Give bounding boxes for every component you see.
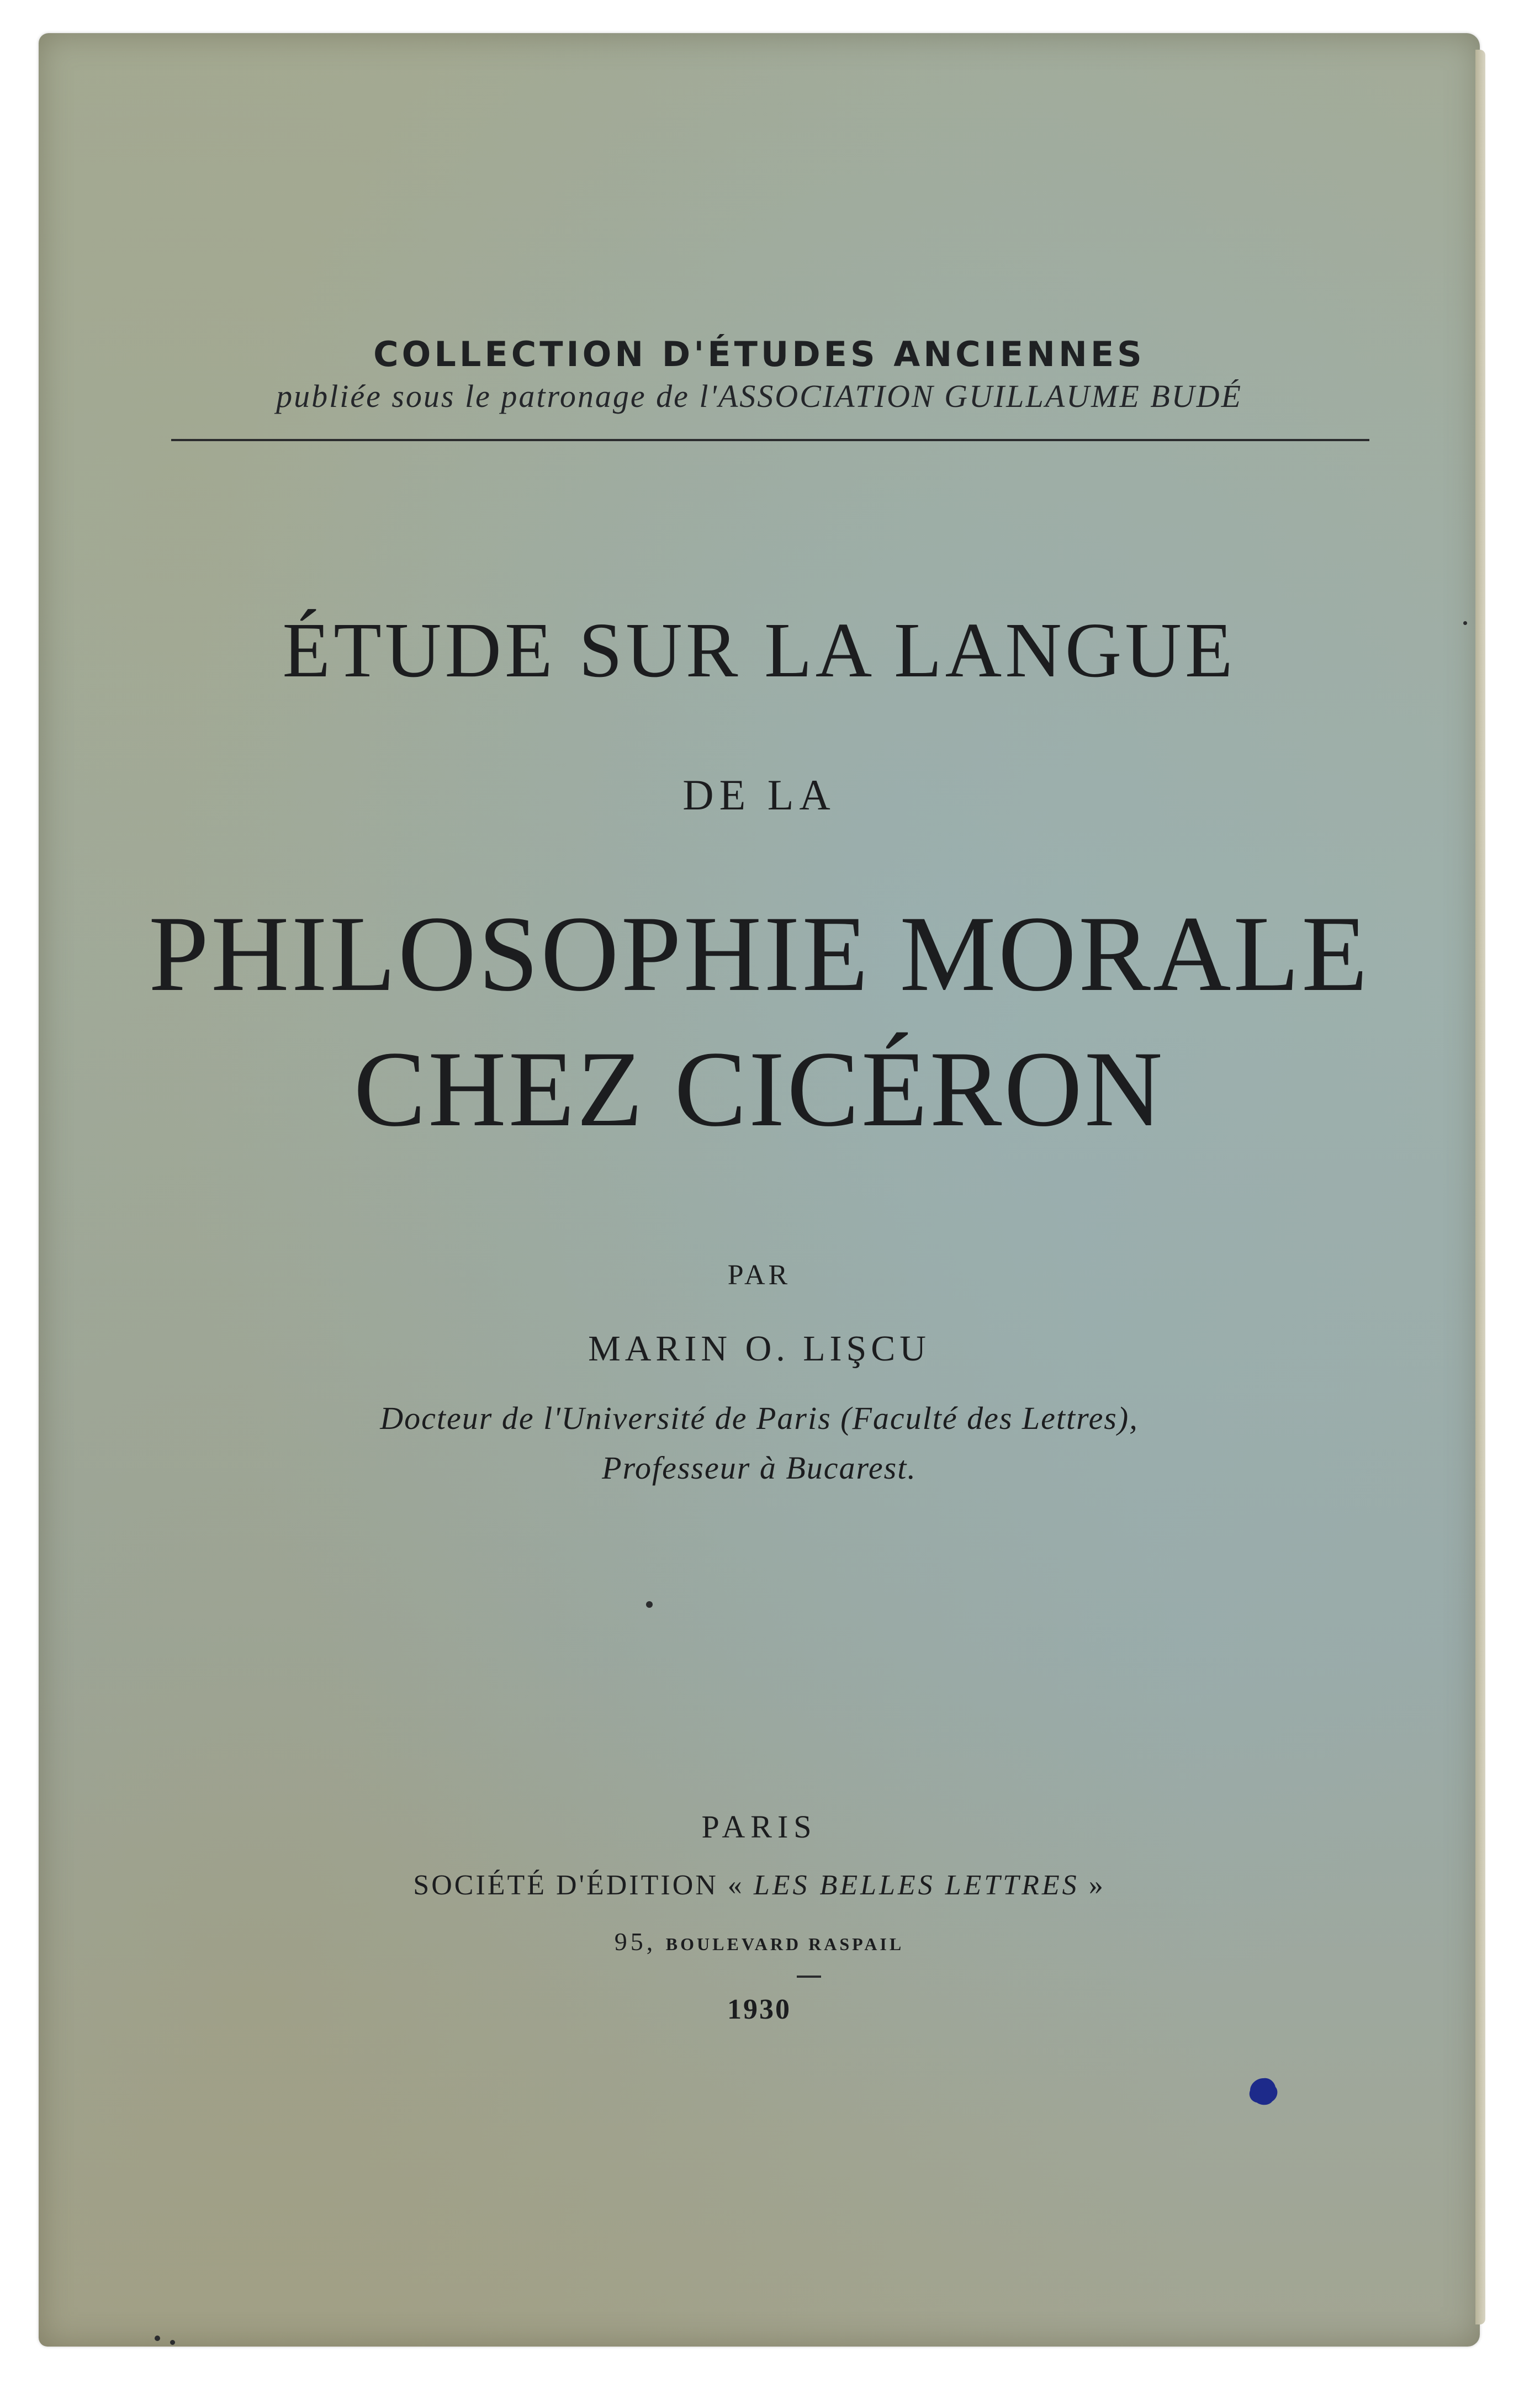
- author-affiliation-1: Docteur de l'Université de Paris (Faculté des Lettres),: [380, 1400, 1139, 1436]
- publication-year: 1930: [727, 1994, 791, 2025]
- ink-blot: [1247, 2076, 1280, 2107]
- book-cover: [39, 33, 1480, 2347]
- title-line-3: PHILOSOPHIE MORALE: [149, 894, 1370, 1014]
- publisher-prefix: SOCIÉTÉ D'ÉDITION «: [413, 1870, 744, 1901]
- publisher-address: [39, 1927, 1480, 1956]
- publisher-name: LES BELLES LETTRES: [753, 1870, 1079, 1901]
- title-line-4: CHEZ CICÉRON: [353, 1029, 1165, 1149]
- author-name: MARIN O. LIŞCU: [588, 1328, 930, 1369]
- series-title: COLLECTION D'ÉTUDES ANCIENNES: [373, 334, 1145, 374]
- paper-speck: [646, 1601, 653, 1608]
- publisher-suffix: »: [1088, 1870, 1105, 1901]
- title-line-1: ÉTUDE SUR LA LANGUE: [282, 606, 1236, 693]
- series-header: [39, 334, 1480, 415]
- series-subtitle: publiée sous le patronage de l'ASSOCIATION GUILLAUME BUDÉ: [276, 378, 1242, 414]
- author-affiliation-2: Professeur à Bucarest.: [602, 1450, 917, 1486]
- paper-speck: [170, 2340, 175, 2345]
- address-street: BOULEVARD RASPAIL: [665, 1934, 904, 1954]
- by-label: PAR: [727, 1259, 791, 1291]
- publisher-line: [39, 1869, 1480, 1902]
- address-number: 95,: [614, 1927, 657, 1956]
- year-dash: [797, 1976, 821, 1978]
- header-rule: [171, 439, 1369, 441]
- paper-speck: [155, 2336, 160, 2341]
- title-line-2: DE LA: [682, 771, 836, 819]
- paper-speck: [1463, 621, 1467, 625]
- publisher-city: PARIS: [701, 1809, 817, 1845]
